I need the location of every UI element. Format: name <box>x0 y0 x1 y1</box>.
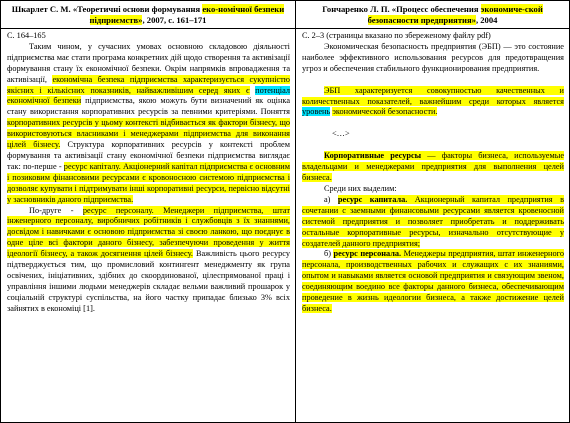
right-p5-highlight: Акционерный капитал предприятия в сочетании с заемными финансовыми ресурсами является кровеносной системой предприятия и позволяет приобретать и поддерживать остальные корпоративные ресурсы, изначально отсутствующие у создателей данного предприятия; <box>302 194 564 248</box>
right-p5-prefix: а) <box>324 194 338 204</box>
left-header-highlight: еко-номічної безпеки підприємств» <box>89 4 285 25</box>
right-p3-highlight: — факторы бизнеса, используемые владельцами и менеджерами предприятия для выполнения целей бизнеса. <box>302 151 564 183</box>
left-header-suffix: , 2007, с. 161–171 <box>142 15 207 25</box>
left-p2-highlight: ресурс персоналу. Менеджери підприємства, штат інженерного персоналу, виробничих робітників і службовців з їх знаннями, досвідом і навичками є основою підприємства зі своєю ланкою, що поєднує в одне ціле всі фактори даного бізнесу, забезпечуючи проведення у життя ідеології бізнесу, а також досягнення цілей бізнесу. <box>7 205 290 259</box>
right-p2-highlight: ЭБП характеризуется совокупностью качественных и количественных показателей, важнейшим среди которых является <box>302 85 564 106</box>
left-paragraph-1 <box>7 42 290 206</box>
left-p1-text: Таким чином, у сучасних умовах основною складовою діяльності підприємства має стати програма конкретних дій щодо створення та активізації формування стану їх економічної безпеки. Окрім напрямків впровадження та активізації, <box>7 41 290 84</box>
right-header-text: Гончаренко Л. П. «Процесс обеспечения <box>322 4 481 14</box>
right-paragraph-5 <box>302 195 564 250</box>
right-column <box>296 1 569 422</box>
right-paragraph-1: Экономическая безопасность предприятия (ЭБП) — это состояние наиболее эффективного использования ресурсов для предотвращения угроз и обеспечения стабильного функционирования предприятия. <box>302 41 564 73</box>
right-p6-prefix: б) <box>324 249 334 259</box>
right-p5-bold: ресурс капитала. <box>337 194 408 204</box>
left-paragraph-2 <box>7 206 290 315</box>
left-header-text: Шкарлет С. М. «Теоретичні основи формування <box>11 4 203 14</box>
left-p1-highlight-2: економічної безпеки <box>7 96 82 106</box>
left-p1-highlight: економічна безпека підприємства характеризується сукупністю якісних і кількісних показників, найважливішим серед яких є <box>7 74 291 95</box>
right-p6-highlight: Менеджеры предприятия, штат инженерного персонала, производственных рабочих и служащих с их знаниями, опытом и навыками является основой предприятия и связующим звеном, соединяющим воедино все факторы данного бизнеса, обеспечивающим проведение в жизнь идеологии бизнеса, а также достижение целей бизнеса. <box>302 249 564 313</box>
right-header <box>296 1 569 29</box>
spacer <box>302 140 564 151</box>
right-page-ref-text: С. 2–3 (страницы вказано по збереженому файлу pdf) <box>302 31 491 40</box>
right-body <box>296 29 569 315</box>
right-header-suffix: , 2004 <box>475 15 498 25</box>
right-p2-highlight-2: экономической безопасности. <box>332 107 438 117</box>
right-paragraph-6 <box>302 249 564 314</box>
left-p1-highlight-4: ресурс капіталу. Акціонерний капітал підприємства є основним і позиковим фінансовими ресурсами є кровоносною системою підприємства і дозволяє купувати і підтримувати інші корпоративні ресурси, первісно відсутні у засновників даного підприємства. <box>7 161 290 204</box>
left-header <box>1 1 295 29</box>
left-p1-end: підприємства, якою можуть бути визначений як оцінка стану використання корпоративних ресурсів за певними критеріями. Поняття <box>7 96 290 117</box>
right-paragraph-2 <box>302 86 564 119</box>
left-column <box>1 1 296 422</box>
spacer <box>302 118 564 129</box>
left-body <box>1 29 295 315</box>
left-p2-prefix: По-друге - <box>29 205 83 215</box>
right-p3-bold: Корпоративные ресурсы <box>324 151 422 161</box>
right-page-ref <box>302 31 564 42</box>
left-p2-text: Важливість цього ресурсу підтверджується тим, що промисловий контингент менеджменту як група освічених, ініціативних, здібних до скоординованої, цілеспрямованої праці і управління іншими людьми менеджерів складає вельми важливий прошарок у соціальній структурі суспільства, на його частку припадає близько 3% всіх зайнятих в економіці [1]. <box>7 249 290 313</box>
spacer <box>302 75 564 86</box>
right-header-highlight: экономиче-ской безопасности предприятия» <box>367 4 543 25</box>
left-p1-tail: Структура корпоративних ресурсів у контексті проблем формування та активізації стану економічної безпеки підприємства виглядає так: по-перше - <box>7 140 290 171</box>
right-paragraph-4: Среди них выделим: <box>324 183 397 193</box>
ellipsis-marker: <…> <box>332 129 350 139</box>
left-p1-highlight-3: корпоративних ресурсів у цьому контексті відбивається як фактори бізнесу, що використовуються власниками і менеджерами підприємства для виконання цілей бізнесу. <box>7 118 290 150</box>
left-page-ref: С. 164–165 <box>7 31 46 40</box>
left-p1-blue-highlight: потенціал <box>255 85 291 95</box>
right-p2-blue-highlight: уровень <box>302 107 331 117</box>
right-p6-bold: ресурс персонала. <box>333 249 402 259</box>
right-paragraph-3 <box>302 151 564 184</box>
